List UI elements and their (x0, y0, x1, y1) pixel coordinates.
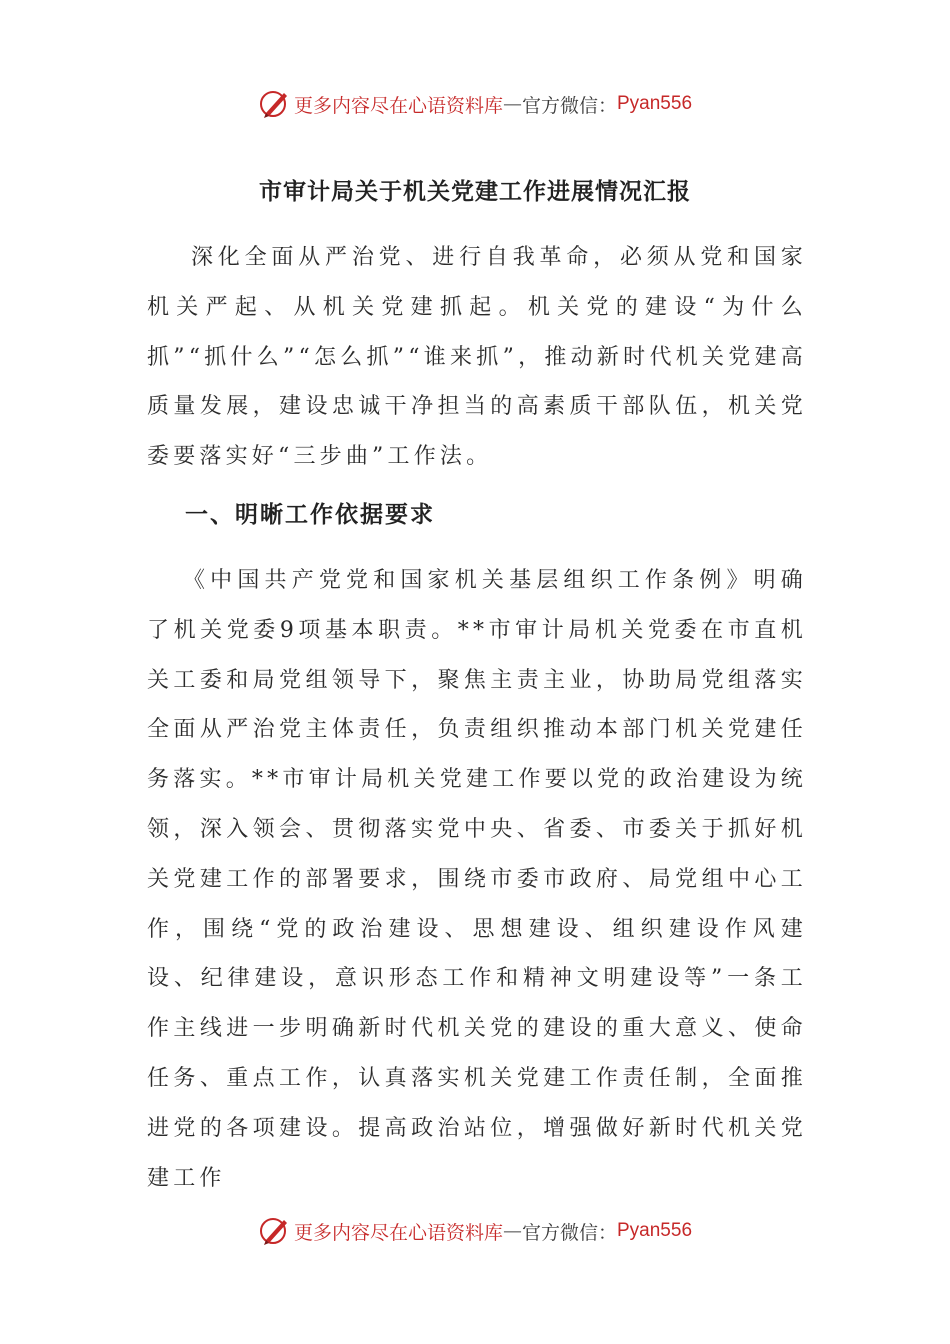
banner-official-label: 官方微信： (521, 94, 617, 117)
banner-dash: — (502, 1220, 522, 1242)
intro-paragraph: 深化全面从严治党、进行自我革命，必须从党和国家机关严起、从机关党建抓起。机关党的建设“为什么抓”“抓什么”“怎么抓”“谁来抓”，推动新时代机关党建高质量发展，建设忠诚干净担当的高素质干部队伍，机关党委要落实好“三步曲”工作法。 (147, 245, 807, 470)
header-banner (0, 84, 950, 124)
banner-wechat-id: Pyan556 (617, 93, 693, 114)
pen-circle-logo-icon (258, 87, 292, 121)
banner-dash: — (502, 93, 522, 115)
document-title: 市审计局关于机关党建工作进展情况汇报 (259, 178, 691, 205)
footer-banner (0, 1211, 950, 1251)
banner-wechat-id: Pyan556 (617, 1220, 693, 1241)
banner-official-label: 官方微信： (521, 1221, 617, 1244)
section-heading: 一、明晰工作依据要求 (185, 501, 435, 528)
section-body-paragraph: 《中国共产党党和国家机关基层组织工作条例》明确了机关党委9项基本职责。**市审计局机关党委在市直机关工委和局党组领导下，聚焦主责主业，协助局党组落实全面从严治党主体责任，负责组织推动本部门机关党建任务落实。**市审计局机关党建工作要以党的政治建设为统领，深入领会、贯彻落实党中央、省委、市委关于抓好机关党建工作的部署要求，围绕市委市政府、局党组中心工作，围绕“党的政治建设、思想建设、组织建设作风建设、纪律建设，意识形态工作和精神文明建设等”一条工作主线进一步明确新时代机关党的建设的重大意义、使命任务、重点工作，认真落实机关党建工作责任制，全面推进党的各项建设。提高政治站位，增强做好新时代机关党建工作 (147, 568, 807, 1191)
banner-brand-text: 更多内容尽在心语资料库 (293, 94, 503, 117)
pen-circle-logo-icon (258, 1214, 292, 1248)
banner-brand-text: 更多内容尽在心语资料库 (293, 1221, 503, 1244)
